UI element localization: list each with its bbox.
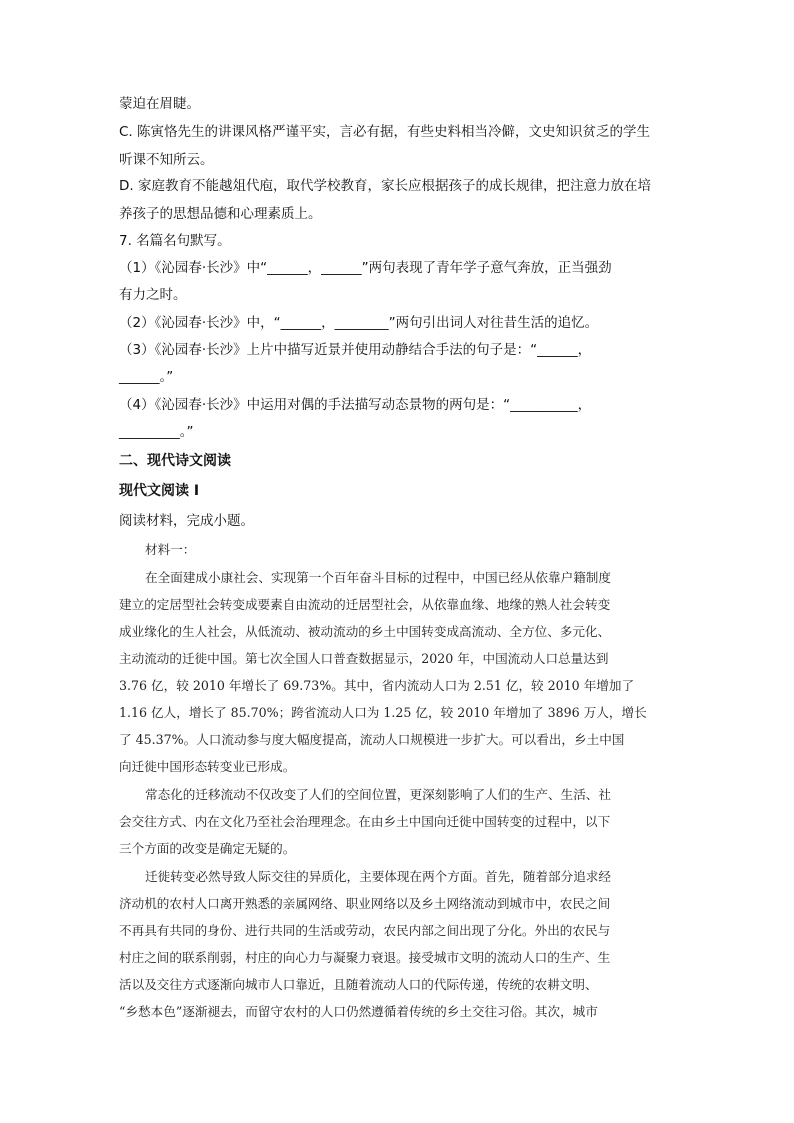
material-line: 会交往方式、内在文化乃至社会治理理念。在由乡土中国向迁徙中国转变的过程中，以下	[119, 814, 611, 829]
material-line: 主动流动的迁徙中国。第七次全国人口普查数据显示，2020 年，中国流动人口总量达到	[119, 651, 609, 666]
material-line: 了 45.37%。人口流动参与度大幅度提高，流动人口规模进一步扩大。可以看出，乡土中国	[119, 732, 625, 747]
material-line: 迁徙转变必然导致人际交往的异质化，主要体现在两个方面。首先，随着部分追求经	[145, 869, 611, 884]
question-number: 7. 名篇名句默写。	[119, 233, 231, 249]
material-line: 活以及交往方式逐渐向城市人口靠近，且随着流动人口的代际传递，传统的农耕文明、	[119, 977, 598, 992]
text-line: C. 陈寅恪先生的讲课风格严谨平实，言必有据，有些史料相当冷僻，文史知识贫乏的学生	[119, 124, 651, 140]
material-line: 不再具有共同的身份、进行共同的生活或劳动，农民内部之间出现了分化。外出的农民与	[119, 923, 611, 938]
section-title: 二、现代诗文阅读	[119, 453, 231, 469]
material-line: 在全面建成小康社会、实现第一个百年奋斗目标的过程中，中国已经从依靠户籍制度	[145, 570, 611, 585]
material-line: 村庄之间的联系削弱，村庄的向心力与凝聚力衰退。接受城市文明的流动人口的生产、生	[119, 950, 611, 965]
material-line: 常态化的迁移流动不仅改变了人们的空间位置，更深刻影响了人们的生产、生活、社	[145, 787, 611, 802]
text-line: 蒙迫在眉睫。	[119, 96, 200, 112]
material-line: 三个方面的改变是确定无疑的。	[119, 841, 296, 856]
text-line: （1）《沁园春·长沙》中“______，______”两句表现了青年学子意气奔放，正当强劲	[119, 260, 612, 276]
text-line: ______。”	[119, 369, 174, 385]
material-line: 建立的定居型社会转变成要素自由流动的迁居型社会，从依靠血缘、地缘的熟人社会转变	[119, 597, 611, 612]
text-line: 听课不知所云。	[119, 152, 214, 168]
text-line: 养孩子的思想品德和心理素质上。	[119, 206, 322, 222]
material-line: 济动机的农村人口离开熟悉的亲属网络、职业网络以及乡土网络流动到城市中，农民之间	[119, 896, 611, 911]
text-line: 有力之时。	[119, 287, 187, 303]
subsection-title: 现代文阅读 I	[119, 483, 200, 499]
material-line: 1.16 亿人，增长了 85.70%；跨省流动人口为 1.25 亿，较 2010 年增加了 3896 万人，增长	[119, 705, 647, 720]
material-line: “乡愁本色”逐渐褪去，而留守农村的人口仍然遵循着传统的乡土交往习俗。其次，城市	[119, 1004, 598, 1019]
material-line: 向迁徙中国形态转变业已形成。	[119, 759, 296, 774]
material-label: 材料一：	[145, 542, 196, 557]
instruction: 阅读材料，完成小题。	[119, 513, 254, 529]
text-line: D. 家庭教育不能越俎代庖，取代学校教育，家长应根据孩子的成长规律，把注意力放在培	[119, 178, 651, 194]
text-line: _________。”	[119, 424, 194, 440]
text-line: （2）《沁园春·长沙》中，“______，________”两句引出词人对往昔生活的追忆。	[119, 315, 599, 331]
material-line: 3.76 亿，较 2010 年增长了 69.73%。其中，省内流动人口为 2.51 亿，较 2010 年增加了	[119, 678, 635, 693]
text-line: （4）《沁园春·长沙》中运用对偶的手法描写动态景物的两句是：“__________，	[119, 397, 592, 413]
material-line: 成业缘化的生人社会，从低流动、被动流动的乡土中国转变成高流动、全方位、多元化、	[119, 624, 611, 639]
text-line: （3）《沁园春·长沙》上片中描写近景并使用动静结合手法的句子是：“______，	[119, 342, 592, 358]
